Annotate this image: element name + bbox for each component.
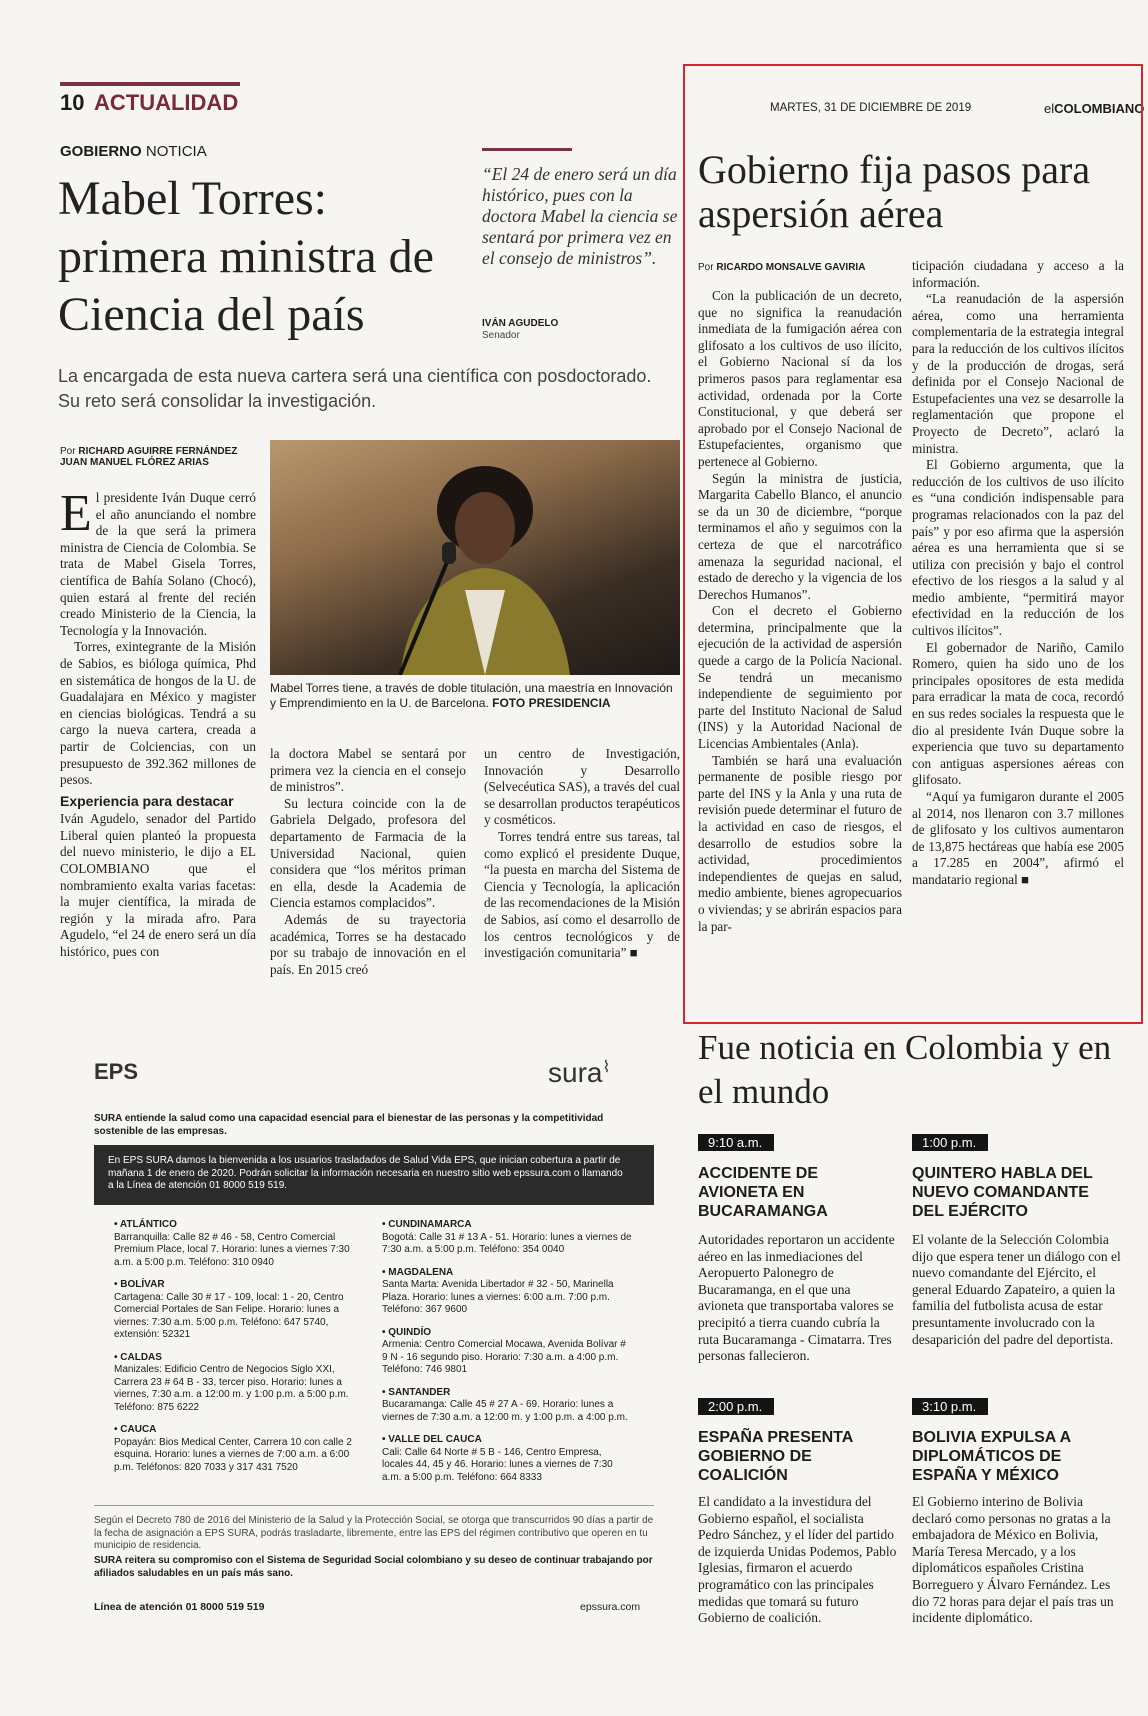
r-col2-para-1: ticipación ciudadana y acceso a la información. (912, 258, 1124, 290)
col2-para-2: Su lectura coincide con la de Gabriela Delgado, profesora del departamento de Farmacia de la Universidad Nacional, quien considera que “los méritos priman en ella, desde la Academia de Ciencia estamos complacidos”. (270, 795, 466, 911)
sura-wordmark: sura (548, 1057, 603, 1088)
brief-headline: BOLIVIA EXPULSA A DIPLOMÁTICOS DE ESPAÑA Y MÉXICO (912, 1429, 1071, 1484)
section-name: ACTUALIDAD (94, 90, 239, 115)
brief-body: El volante de la Selección Colombia dijo que espera tener un diálogo con el nuevo comandante del Ejército, el general Eduardo Zapateiro, a quien la familia del futbolista acusa de estar presuntamente involucrado con la desaparición del padre del deportista. (912, 1232, 1121, 1347)
office-info: Manizales: Edificio Centro de Negocios Siglo XXI, Carrera 23 # 64 B - 33, tercer piso. Horario: lunes a viernes, 7:30 a.m. a 12:00 m. y 1:00 p.m. a 5:00 p.m. Teléfono: 875 6222 (114, 1364, 349, 1413)
article-lede: La encargada de esta nueva cartera será una científica con posdoctorado. Su reto será consolidar la investigación. (58, 366, 652, 411)
brand-prefix: el (1044, 101, 1055, 116)
office-info: Bogotá: Calle 31 # 13 A - 51. Horario: lunes a viernes de 7:30 a.m. a 5:00 p.m. Teléfono: 354 0040 (382, 1231, 632, 1255)
office-dept: • VALLE DEL CAUCA (382, 1434, 482, 1445)
r-col1-para-4: También se hará una evaluación permanente de posible riesgo por parte del INS y la Anla y una ruta de revisión puede determinar el futuro de la actividad en caso de riesgos, el desarrollo de estudios sobre la actividad, procedimientos independientes de quejas en salud, medio ambiente, bienes agropecuarios o viviendas; y se abrirán espacios para la par- (698, 752, 902, 934)
tag-light: NOTICIA (145, 143, 207, 160)
brief-time: 2:00 p.m. (698, 1398, 774, 1415)
ad-legal: Según el Decreto 780 de 2016 del Ministerio de la Salud y la Protección Social, se otorga que transcurridos 90 días a partir de la fecha de asignación a EPS SURA, podrás trasladarte, libremente, entre las EPS del régimen contributivo que operen en tu municipio de residencia. (94, 1515, 654, 1551)
office-info: Barranquilla: Calle 82 # 46 - 58, Centro Comercial Premium Place, local 7. Horario: lunes a viernes 7:30 a.m. a 5:00 p.m. Teléfono: 310 0940 (114, 1231, 350, 1268)
brief-headline: QUINTERO HABLA DEL NUEVO COMANDANTE DEL EJÉRCITO (912, 1165, 1093, 1220)
r-col2-para-4: El gobernador de Nariño, Camilo Romero, quien ha sido uno de los principales opositores de esta medida para erradicar la mata de coca, recordó en sus redes sociales la respuesta que le dio al presidente Iván Duque sobre la experiencia que tuvo su departamento con antiguas aspersiones aéreas con glifosato. (912, 639, 1124, 788)
col1-para-3: Iván Agudelo, senador del Partido Liberal quien planteó la propuesta del nuevo ministerio, le dijo a EL COLOMBIANO que el nombramiento exalta varias facetas: la mujer científica, la mirada de región y la mirada afro. Para Agudelo, “el 24 de enero será un día histórico, pues con (60, 811, 256, 960)
col1-para-1: l presidente Iván Duque cerró el año anunciando el nombre de la que será la primera ministra de Ciencia de Colombia. Se trata de Mabel Gisela Torres, científica de Bahía Solano (Chocó), quien estará al frente del recién creado Ministerio de la Ciencia, la Tecnología y la Innovación. (60, 490, 256, 638)
pull-quote: “El 24 de enero será un día histórico, pues con la doctora Mabel la ciencia se sentará por primera vez en el consejo de ministros”. (482, 164, 678, 268)
col1-para-2: Torres, exintegrante de la Misión de Sabios, es bióloga química, Phd en sistemática de hongos de la U. de Guadalajara en México y magister en ciencias biológicas. Tendrá a su cargo la nueva cartera, creada a partir de Colciencias, con un presupuesto de 392.362 millones de pesos. (60, 639, 256, 788)
right-headline: Gobierno fija pasos para aspersión aérea (698, 147, 1091, 236)
eps-label: EPS (94, 1059, 139, 1084)
brief-time: 3:10 p.m. (912, 1398, 988, 1415)
ad-intro: SURA entiende la salud como una capacidad esencial para el bienestar de las personas y la competitividad sostenible de las empresas. (94, 1113, 604, 1137)
ad-commitment: SURA reitera su compromiso con el Sistema de Seguridad Social colombiano y su deseo de continuar trabajando por afiliados saludables en un país más sano. (94, 1555, 653, 1579)
office-info: Cartagena: Calle 30 # 17 - 109, local: 1 - 20, Centro Comercial Portales de San Felipe. Horario: lunes a viernes: 7:30 a.m. 5:00 p.m. Teléfono: 647 5740, extensión: 52321 (114, 1291, 344, 1340)
right-byline (698, 262, 865, 273)
right-author: RICARDO MONSALVE GAVIRIA (716, 262, 866, 273)
office-dept: • CUNDINAMARCA (382, 1219, 472, 1230)
ad-phone: Línea de atención 01 8000 519 519 (94, 1601, 265, 1613)
right-col-2 (912, 258, 1124, 889)
brief-time: 1:00 p.m. (912, 1134, 988, 1151)
briefs-title: Fue noticia en Colombia y en el mundo (698, 1028, 1112, 1111)
office-info: Cali: Calle 64 Norte # 5 B - 146, Centro Empresa, locales 44, 45 y 46. Horario: lunes a viernes de 7:30 a.m. a 5:00 p.m. Teléfono: 664 8333 (382, 1446, 613, 1483)
r-col2-para-5: “Aquí ya fumigaron durante el 2005 al 2014, nos llenaron con 3.7 millones de glifosato y los cultivos aumentaron de 13,875 hectáreas que había ese 2005 a 17.285 en 2004”, afirmó el mandatario regional ■ (912, 789, 1124, 887)
ad-divider (94, 1505, 654, 1506)
issue-date: MARTES, 31 DE DICIEMBRE DE 2019 (770, 102, 972, 114)
office-dept: • QUINDÍO (382, 1326, 432, 1338)
sura-logo (548, 1057, 610, 1089)
section-bar (60, 82, 240, 86)
right-byline-prefix: Por (698, 262, 714, 273)
ad-banner (94, 1145, 654, 1205)
ad-offices-right (382, 1219, 632, 1484)
byline-prefix: Por (60, 446, 76, 457)
brief-body: Autoridades reportaron un accidente aéreo en las inmediaciones del Aeropuerto Palonegro de Bucaramanga, en el que una avioneta que transportaba valores se precipitó a tierra cuando cubría la ruta Bucaramanga - Cimatarra. Tres personas fallecieron. (698, 1232, 895, 1364)
brief-body: El candidato a la investidura del Gobierno español, el socialista Pedro Sánchez, y el líder del partido de izquierda Unidas Podemos, Pablo Iglesias, firmaron el acuerdo programático con las principales medidas que tomará su futuro Gobierno de coalición. (698, 1494, 897, 1626)
photo-caption (270, 681, 682, 711)
byline (60, 446, 237, 468)
left-col-3 (484, 746, 680, 962)
brief-headline: ACCIDENTE DE AVIONETA EN BUCARAMANGA (698, 1165, 828, 1220)
r-col2-para-3: El Gobierno argumenta, que la reducción de los cultivos de uso ilícito es “una condición indispensable para programas relacionados con la paz del país” y por eso afirma que la aspersión aérea es una herramienta que si se utiliza con precisión y bajo el control efectivo de los riesgos a la salud y al medio ambiente, “permitirá mayor efectividad en la reducción de los cultivos ilícitos”. (912, 457, 1124, 639)
tag-bold: GOBIERNO (60, 143, 142, 160)
photo-credit: FOTO PRESIDENCIA (492, 696, 611, 710)
drop-cap: E (60, 485, 92, 542)
caption-text: Mabel Torres tiene, a través de doble titulación, una maestría en Innovación y Emprendimiento en la U. de Barcelona. (270, 681, 673, 710)
ad-website: epssura.com (580, 1601, 641, 1613)
office-info: Popayán: Bios Medical Center, Carrera 10 con calle 2 esquina. Horario: lunes a viernes de 7:00 a.m. a 6:00 p.m. Teléfonos: 820 7033 y 317 431 7520 (114, 1436, 352, 1473)
col3-para-2: Torres tendrá entre sus tareas, tal como explicó el presidente Duque, “la puesta en marcha del Sistema de Ciencia y Tecnología, la aplicación de las recomendaciones de la Misión de Sabios, así como el desarrollo de los centros tecnológicos y de investigación comunitaria” ■ (484, 828, 680, 961)
brand-name: COLOMBIANO (1054, 101, 1145, 116)
brief-body: El Gobierno interino de Bolivia declaró como personas no gratas a la embajadora de México en Bolivia, María Teresa Mercado, y a los diplomáticos españoles Cristina Borreguero y Álvaro Fernández. Les dio 72 horas para dejar el país tras un incidente diplomático. (912, 1494, 1114, 1626)
office-dept: • CAUCA (114, 1424, 157, 1435)
author-1: RICHARD AGUIRRE FERNÁNDEZ (78, 446, 238, 457)
article-headline: Mabel Torres: primera ministra de Ciencia del país (58, 172, 434, 341)
quote-role: Senador (482, 330, 520, 341)
office-info: Armenia: Centro Comercial Mocawa, Avenida Bolívar # 9 N - 16 segundo piso. Horario: 7:30 a.m. a 4:00 p.m. Teléfono: 746 9801 (382, 1339, 626, 1375)
left-col-1 (60, 485, 256, 961)
author-2: JUAN MANUEL FLÓREZ ARIAS (60, 457, 209, 468)
r-col1-para-1: Con la publicación de un decreto, que no significa la reanudación inmediata de la fumigación aérea con glifosato a los cultivos de uso ilícito, el Gobierno Nacional sí da los primeros pasos para reglamentar esa actividad, ordenada por la Corte Constitucional, y que deberá ser aprobado por el Consejo Nacional de Estupefacientes, organismo que pertenece al Gobierno. (698, 288, 902, 469)
sura-swirl-icon: ⌇ (602, 1059, 611, 1076)
r-col2-para-2: “La reanudación de la aspersión aérea, como una herramienta complementaria de la estrategia integral para la reducción de los cultivos ilícitos y de la producción de drogas, será definida por el Consejo Nacional de Estupefacientes una vez se desarrolle la reglamentación que propone el Proyecto de Decreto”, aclaró la ministra. (912, 291, 1124, 456)
r-col1-para-2: Según la ministra de justicia, Margarita Cabello Blanco, el anuncio se da un 30 de diciembre, “porque terminamos el año y seguimos con la certeza de que el narcotráfico amenaza la seguridad nacional, el estado de derecho y la vigencia de los Derechos Humanos”. (698, 470, 902, 602)
quote-rule (482, 148, 572, 151)
office-dept: • BOLÍVAR (114, 1279, 165, 1290)
office-dept: • SANTANDER (382, 1386, 451, 1398)
office-dept: • CALDAS (114, 1351, 162, 1363)
ad-offices-left (114, 1219, 354, 1474)
office-info: Santa Marta: Avenida Libertador # 32 - 50, Marinella Plaza. Horario: lunes a viernes: 6:00 a.m. 7:00 p.m. Teléfono: 367 9600 (382, 1279, 614, 1315)
subheading: Experiencia para destacar (60, 792, 234, 809)
col2-para-1: la doctora Mabel se sentará por primera vez la ciencia en el consejo de ministros”. (270, 746, 466, 795)
article-tag (60, 143, 207, 160)
portrait-photo (270, 440, 680, 675)
office-dept: • MAGDALENA (382, 1266, 454, 1278)
col2-para-3: Además de su trayectoria académica, Torres se ha destacado por su trabajo de innovación en el país. En 2015 creó (270, 911, 466, 977)
left-col-2 (270, 746, 466, 978)
r-col1-para-3: Con el decreto el Gobierno determina, principalmente que la ejecución de la actividad de aspersión quede a cargo de la Policía Nacional. Se tendrá un mecanismo independiente de seguimiento por parte del Instituto Nacional de Salud (INS) y la Autoridad Nacional de Licencias Ambientales (Anla). (698, 603, 902, 752)
ad-banner-text: En EPS SURA damos la bienvenida a los usuarios trasladados de Salud Vida EPS, que inician cobertura a partir de mañana 1 de enero de 2020. Podrán solicitar la información necesaria en nuestro sitio web epssura.com o llamando a la Línea de atención 01 8000 519 519. (108, 1155, 623, 1191)
col3-para-1: un centro de Investigación, Innovación y Desarrollo (Selvecéutica SAS), a través del cual se desarrollan productos terapéuticos y cosméticos. (484, 746, 680, 828)
right-col-1 (698, 288, 902, 935)
brief-time: 9:10 a.m. (698, 1134, 774, 1151)
eps-sura-ad (70, 1049, 660, 1629)
office-dept: • ATLÁNTICO (114, 1219, 177, 1230)
quote-author: IVÁN AGUDELO (482, 318, 559, 329)
photo-illustration (270, 440, 680, 675)
brief-headline: ESPAÑA PRESENTA GOBIERNO DE COALICIÓN (698, 1429, 853, 1484)
office-info: Bucaramanga: Calle 45 # 27 A - 69. Horario: lunes a viernes de 7:30 a.m. a 12:00 m. y 1:00 p.m. a 4:00 p.m. (382, 1399, 628, 1423)
page-number: 10 (60, 90, 85, 115)
